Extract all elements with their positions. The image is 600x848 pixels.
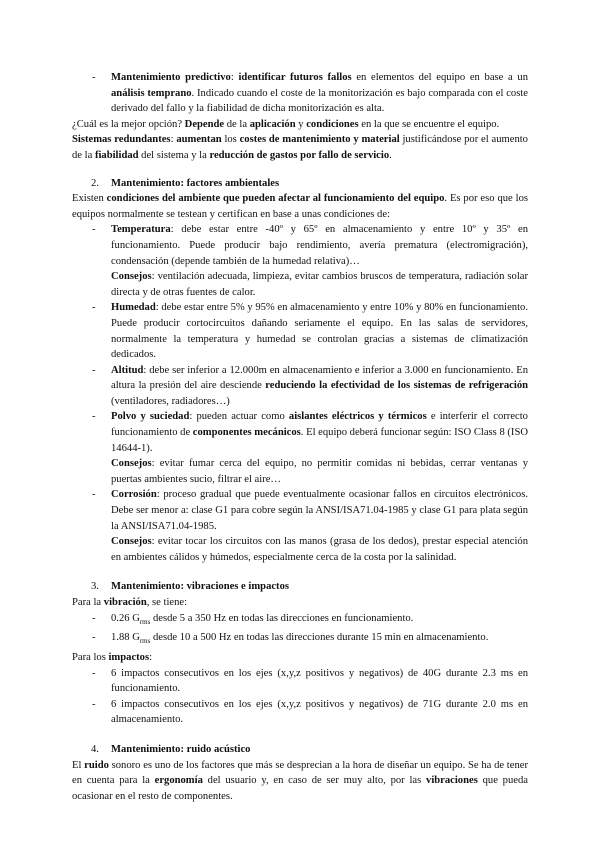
vibration-intro: Para la vibración, se tiene: <box>72 597 188 608</box>
bullet-vibration-2 <box>72 630 528 650</box>
section-4-paragraph: El ruido sonoro es uno de los factores que más se desprecian a la hora de diseñar un equipo. Se ha de tener en cuenta para la ergonomía del usuario y, en caso de ser muy alto, por las vibraciones que pueda ocasionar en el resto de componentes. <box>72 759 528 802</box>
bullet-mantenimiento-predictivo <box>72 70 528 117</box>
section-heading-3 <box>72 579 528 595</box>
bullet-dash: - <box>92 224 96 236</box>
section-title: Mantenimiento: factores ambientales <box>111 177 280 189</box>
consejos-polvo: Consejos: evitar fumar cerca del equipo, no permitir comidas ni bebidas, cerrar ventanas y puertas ambientes sucio, filtrar el aire… <box>111 458 528 485</box>
question-paragraph: ¿Cuál es la mejor opción? Depende de la aplicación y condiciones en la que se encuentre el equipo. <box>72 118 500 130</box>
bullet-text: 0.26 $G_{rms}$ desde 5 a 350 Hz en todas las direcciones en funcionamiento. <box>111 612 414 626</box>
bullet-vibration-1 <box>72 611 528 631</box>
bullet-text: Corrosión: proceso gradual que puede eventualmente ocasionar fallos en circuitos electrónicos. Debe ser menor a: clase G1 para cobre según la ANSI/ISA71.04-1985 y clase G1 para plata según la ANSI/ISA71.04-1985. <box>111 489 528 532</box>
redundant-systems-paragraph: Sistemas redundantes: aumentan los costes de mantenimiento y material justificándose por el aumento de la fiabilidad del sistema y la reducción de gastos por fallo de servicio. <box>72 134 528 161</box>
section-2-intro: Existen condiciones del ambiente que pueden afectar al funcionamiento del equipo. Es por eso que los equipos normalmente se testean y certifican en base a unas condiciones de: <box>72 193 528 220</box>
bullet-dash: - <box>92 698 96 710</box>
bullet-text: Humedad: debe estar entre 5% y 95% en almacenamiento y entre 10% y 80% en funcionamiento. Puede producir cortocircuitos dañando seriamente el equipo. En las salas de servidores, normalmente la temperatura y humedad se controlan gracias a sistemas de climatización dedicados. <box>111 302 528 361</box>
bullet-dash: - <box>92 612 96 624</box>
consejos-corrosion: Consejos: evitar tocar los circuitos con las manos (grasa de los dedos), prestar especial atención en ambientes cálidos y húmedos, especialmente cerca de la costa por la salinidad. <box>111 536 528 563</box>
bullet-dash: - <box>92 302 96 314</box>
bullet-dash: - <box>92 632 96 644</box>
impacts-intro: Para los impactos: <box>72 652 153 663</box>
bullet-temperatura <box>72 222 528 269</box>
bullet-text: Polvo y suciedad: pueden actuar como aislantes eléctricos y térmicos e interferir el correcto funcionamiento de componentes mecánicos. El equipo deberá funcionar según: ISO Class 8 (ISO 14644-1). <box>111 411 528 454</box>
bullet-text: Mantenimiento predictivo: identificar futuros fallos en elementos del equipo en base a un análisis temprano. Indicado cuando el coste de la monitorización es bajo comparada con el coste derivado del fallo y la fiabilidad de dicha monitorización es alta. <box>111 72 529 115</box>
bullet-dash: - <box>92 411 96 423</box>
document-page <box>72 70 528 804</box>
consejos-temperatura: Consejos: ventilación adecuada, limpieza, evitar cambios bruscos de temperatura, radiación solar directa y de otras fuentes de calor. <box>111 271 528 298</box>
section-title: Mantenimiento: vibraciones e impactos <box>111 581 290 593</box>
section-number: 2. <box>91 177 99 189</box>
bullet-polvo-suciedad <box>72 409 528 456</box>
bullet-humedad <box>72 300 528 362</box>
bullet-text: 1.88 $G_{rms}$ desde 10 a 500 Hz en todas las direcciones durante 15 min en almacenamiento. <box>111 632 489 646</box>
bullet-dash: - <box>92 667 96 679</box>
bullet-text: 6 impactos consecutivos en los ejes (x,y,z positivos y negativos) de 40G durante 2.3 ms en funcionamiento. <box>111 667 528 695</box>
bullet-dash: - <box>92 489 96 501</box>
bullet-text: 6 impactos consecutivos en los ejes (x,y,z positivos y negativos) de 71G durante 2.0 ms en almacenamiento. <box>111 698 528 726</box>
bullet-dash: - <box>92 72 96 83</box>
bullet-impact-2 <box>72 697 528 728</box>
bullet-text: Altitud: debe ser inferior a 12.000m en almacenamiento e inferior a 3.000 en funcionamiento. En altura la presión del aire desciende reduciendo la efectividad de los sistemas de refrigeración (ventiladores, radiadores…) <box>111 364 529 407</box>
bullet-altitud <box>72 363 528 410</box>
section-heading-4 <box>72 742 528 758</box>
bullet-impact-1 <box>72 666 528 697</box>
bullet-dash: - <box>92 364 96 376</box>
section-number: 4. <box>91 743 99 755</box>
section-number: 3. <box>91 581 99 593</box>
section-title: Mantenimiento: ruido acústico <box>111 743 251 755</box>
section-heading-2 <box>72 176 528 192</box>
bullet-corrosion <box>72 487 528 534</box>
bullet-text: Temperatura: debe estar entre -40º y 65º en almacenamiento y entre 10º y 35º en funcionamiento. Puede producir bajo rendimiento, avería prematura (electromigración), condensación (depende también de la humedad relativa)… <box>111 224 528 267</box>
